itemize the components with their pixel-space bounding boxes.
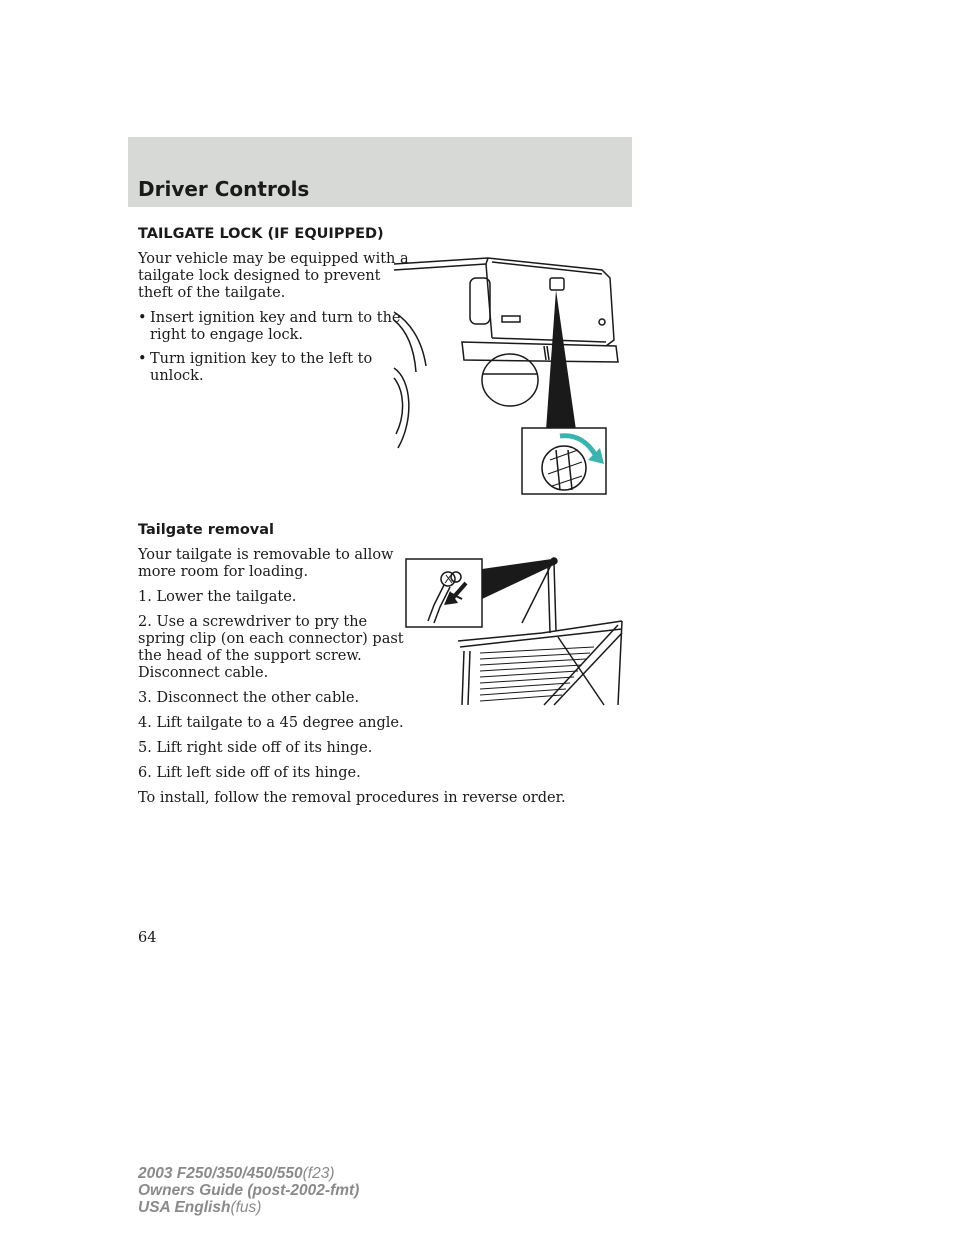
removal-step-2-line-3: the head of the support screw. bbox=[138, 648, 362, 664]
lock-bullet-2 bbox=[138, 351, 378, 385]
removal-step-1: 1. Lower the tailgate. bbox=[138, 589, 297, 605]
header-band bbox=[128, 137, 632, 207]
removal-step-6: 6. Lift left side off of its hinge. bbox=[138, 765, 361, 781]
footer-language-code: (fus) bbox=[230, 1199, 262, 1216]
tailgate-removal-illustration bbox=[404, 555, 626, 707]
page-section-title: Driver Controls bbox=[138, 177, 310, 201]
page-number: 64 bbox=[138, 930, 157, 946]
removal-step-2-line-4: Disconnect cable. bbox=[138, 665, 269, 681]
footer-model: 2003 F250/350/450/550 bbox=[138, 1165, 303, 1182]
removal-step-4: 4. Lift tailgate to a 45 degree angle. bbox=[138, 715, 404, 731]
bullet-dot: • bbox=[138, 351, 147, 367]
removal-intro-line-1: Your tailgate is removable to allow bbox=[138, 547, 394, 563]
footer bbox=[138, 1165, 359, 1216]
lock-bullet-1 bbox=[138, 310, 401, 344]
footer-language: USA English bbox=[138, 1199, 231, 1216]
footer-line-3 bbox=[138, 1199, 359, 1216]
lock-bullet-2-line-1: Turn ignition key to the left to bbox=[150, 351, 373, 367]
footer-model-code: (f23) bbox=[302, 1165, 335, 1182]
removal-closing: To install, follow the removal procedures in reverse order. bbox=[138, 790, 566, 806]
lock-intro-line-3: theft of the tailgate. bbox=[138, 285, 286, 301]
footer-line-1 bbox=[138, 1165, 359, 1182]
lock-section-heading: TAILGATE LOCK (IF EQUIPPED) bbox=[138, 226, 384, 242]
footer-guide: Owners Guide (post-2002-fmt) bbox=[138, 1182, 360, 1199]
removal-intro-line-2: more room for loading. bbox=[138, 564, 309, 580]
lock-intro-line-1: Your vehicle may be equipped with a bbox=[138, 251, 409, 267]
lock-bullet-2-line-2: unlock. bbox=[150, 368, 204, 384]
removal-step-2-line-2: spring clip (on each connector) past bbox=[138, 631, 404, 647]
removal-step-3: 3. Disconnect the other cable. bbox=[138, 690, 360, 706]
bullet-dot: • bbox=[138, 310, 147, 326]
removal-step-2-line-1: 2. Use a screwdriver to pry the bbox=[138, 614, 368, 630]
removal-step-5: 5. Lift right side off of its hinge. bbox=[138, 740, 373, 756]
removal-section-heading: Tailgate removal bbox=[138, 522, 274, 538]
lock-bullet-1-line-2: right to engage lock. bbox=[150, 327, 303, 343]
lock-bullet-1-line-1: Insert ignition key and turn to the bbox=[150, 310, 401, 326]
lock-intro-line-2: tailgate lock designed to prevent bbox=[138, 268, 381, 284]
tailgate-lock-illustration bbox=[392, 250, 632, 496]
